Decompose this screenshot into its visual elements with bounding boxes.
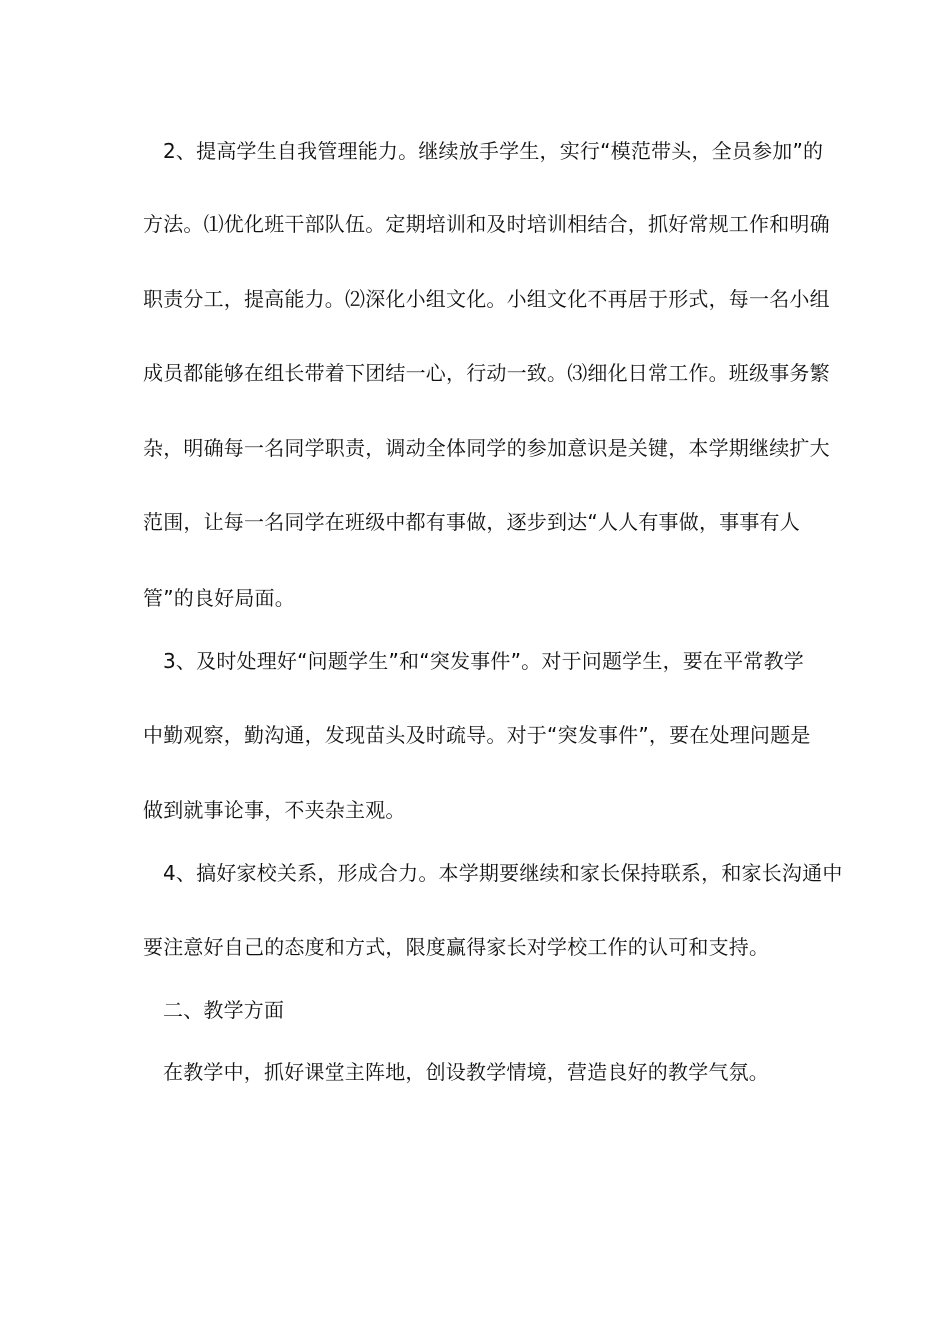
paragraph-4-line-2: 要注意好自己的态度和方式，限度赢得家长对学校工作的认可和支持。 — [143, 935, 770, 959]
section-heading: 二、教学方面 — [163, 998, 285, 1022]
paragraph-2-line-6: 范围，让每一名同学在班级中都有事做，逐步到达“人人有事做，事事有人 — [143, 510, 800, 534]
paragraph-2-line-3: 职责分工，提高能力。⑵深化小组文化。小组文化不再居于形式，每一名小组 — [143, 287, 830, 311]
paragraph-2-line-2: 方法。⑴优化班干部队伍。定期培训和及时培训相结合，抓好常规工作和明确 — [143, 212, 830, 236]
paragraph-3-line-1: 3、及时处理好“问题学生”和“突发事件”。对于问题学生，要在平常教学 — [163, 649, 804, 673]
paragraph-2-line-5: 杂，明确每一名同学职责，调动全体同学的参加意识是关键，本学期继续扩大 — [143, 436, 830, 460]
paragraph-3-line-2: 中勤观察，勤沟通，发现苗头及时疏导。对于“突发事件”，要在处理问题是 — [143, 723, 811, 747]
paragraph-3-line-3: 做到就事论事，不夹杂主观。 — [143, 798, 406, 822]
paragraph-4-line-1: 4、搞好家校关系，形成合力。本学期要继续和家长保持联系，和家长沟通中 — [163, 861, 843, 885]
paragraph-2-line-4: 成员都能够在组长带着下团结一心，行动一致。⑶细化日常工作。班级事务繁 — [143, 361, 830, 385]
paragraph-2-line-1: 2、提高学生自我管理能力。继续放手学生，实行“模范带头，全员参加”的 — [163, 139, 824, 163]
paragraph-2-line-7: 管”的良好局面。 — [143, 586, 295, 610]
teaching-paragraph: 在教学中，抓好课堂主阵地，创设教学情境，营造良好的教学气氛。 — [163, 1060, 769, 1084]
